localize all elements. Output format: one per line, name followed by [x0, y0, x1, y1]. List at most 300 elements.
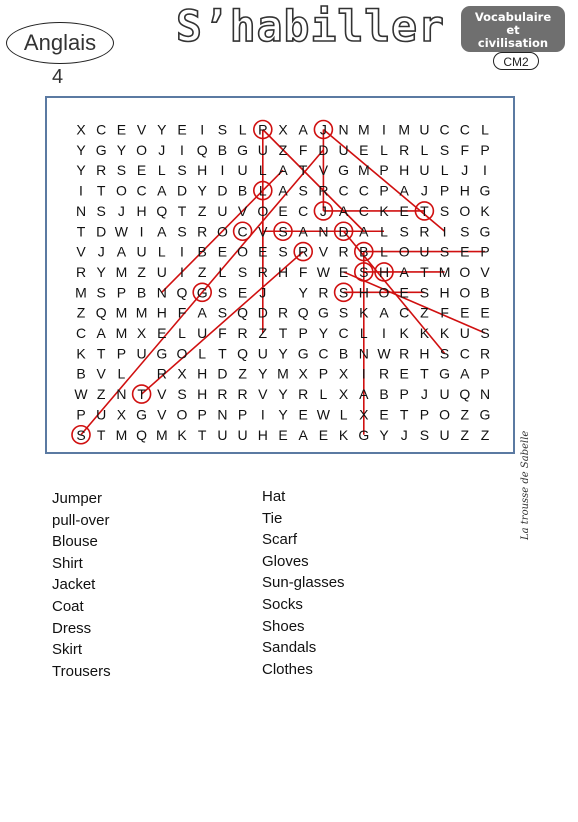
grid-letter: L: [380, 243, 388, 260]
grid-letter: C: [318, 345, 329, 362]
grid-letter: O: [439, 406, 451, 423]
word-item: Sun-glasses: [262, 574, 345, 592]
grid-letter: R: [217, 386, 228, 403]
grid-letter: M: [357, 121, 370, 138]
grid-letter: U: [96, 406, 107, 423]
grid-letter: M: [115, 263, 128, 280]
grid-letter: S: [278, 223, 288, 240]
grid-letter: J: [400, 426, 408, 443]
grid-letter: U: [419, 162, 430, 179]
grid-letter: Y: [76, 141, 86, 158]
grid-letter: R: [237, 325, 248, 341]
grid-letter: Z: [137, 263, 146, 280]
credit-text: La trousse de Sabelle: [520, 430, 531, 540]
grid-letter: A: [278, 182, 288, 199]
grid-letter: S: [419, 426, 430, 443]
grid-letter: U: [419, 243, 430, 260]
grid-letter: R: [479, 345, 491, 362]
grid-letter: X: [359, 406, 369, 423]
grid-letter: N: [318, 223, 329, 240]
grid-letter: T: [420, 365, 429, 382]
grid-letter: P: [480, 243, 490, 260]
grid-letter: V: [136, 121, 147, 138]
grid-letter: B: [379, 386, 389, 403]
grid-letter: R: [399, 141, 410, 158]
grid-letter: A: [338, 202, 349, 219]
word-item: Coat: [52, 597, 84, 615]
grid-letter: S: [480, 325, 490, 341]
grid-letter: R: [96, 162, 107, 179]
grid-letter: Y: [379, 426, 389, 443]
grid-letter: P: [480, 365, 490, 382]
word-list-right: [262, 486, 345, 680]
grid-letter: S: [338, 284, 349, 301]
category-line-1: Vocabulaire: [474, 10, 552, 24]
grid-letter: G: [479, 406, 491, 423]
grid-letter: U: [459, 325, 470, 341]
grid-letter: K: [338, 426, 349, 443]
word-item: Trousers: [52, 662, 111, 680]
grid-letter: B: [237, 182, 248, 199]
grid-letter: O: [459, 263, 471, 280]
grid-letter: Q: [297, 304, 309, 321]
grid-letter: P: [116, 284, 127, 301]
word-item: Jumper: [52, 490, 103, 507]
grid-letter: L: [258, 182, 267, 199]
grid-letter: T: [298, 162, 308, 179]
grid-letter: Z: [480, 426, 490, 443]
grid-letter: T: [218, 345, 227, 362]
grid-letter: H: [197, 386, 208, 403]
grid-letter: V: [237, 202, 248, 219]
grid-letter: P: [379, 182, 389, 199]
grid-letter: V: [258, 386, 268, 403]
grid-letter: V: [258, 223, 268, 240]
grid-letter: I: [442, 223, 447, 240]
grid-letter: M: [115, 304, 128, 321]
grid-letter: V: [318, 162, 329, 179]
grid-letter: P: [298, 325, 308, 341]
grid-letter: L: [481, 121, 489, 138]
grid-letter: S: [460, 223, 470, 240]
grid-letter: F: [440, 304, 449, 321]
grid-letter: R: [197, 223, 208, 240]
grid-letter: E: [237, 284, 248, 301]
grid-letter: L: [198, 345, 207, 362]
grid-letter: R: [156, 365, 167, 382]
grid-letter: Y: [116, 141, 127, 158]
grid-letter: S: [419, 284, 430, 301]
grid-letter: H: [459, 182, 470, 199]
grid-letter: L: [380, 223, 388, 240]
grid-letter: Y: [278, 406, 288, 423]
grid-letter: J: [319, 121, 327, 138]
grid-letter: P: [116, 345, 127, 362]
category-badge: [461, 6, 565, 52]
grid-letter: B: [359, 243, 369, 260]
grid-letter: U: [237, 162, 248, 179]
grid-letter: X: [76, 121, 86, 138]
grid-letter: D: [257, 304, 268, 321]
grid-letter: G: [156, 345, 168, 362]
grid-letter: E: [359, 141, 369, 158]
grid-letter: T: [96, 426, 106, 443]
grid-letter: M: [75, 284, 87, 301]
grid-letter: Q: [156, 202, 168, 219]
grid-letter: B: [480, 284, 490, 301]
grid-letter: U: [439, 386, 450, 403]
grid-letter: B: [76, 365, 86, 382]
grid-letter: Y: [278, 386, 288, 403]
grid-letter: X: [338, 365, 349, 382]
grid-letter: G: [95, 141, 107, 158]
grid-letter: Z: [197, 202, 207, 219]
grid-letter: U: [197, 325, 208, 341]
grid-letter: Q: [136, 426, 148, 443]
grid-letter: L: [218, 263, 227, 280]
grid-letter: T: [420, 202, 429, 219]
grid-letter: K: [76, 345, 86, 362]
grid-letter: H: [419, 345, 430, 362]
grid-letter: A: [379, 304, 389, 321]
grid-letter: J: [420, 182, 428, 199]
grid-letter: S: [399, 223, 409, 240]
grid-letter: Q: [176, 284, 188, 301]
grid-letter: X: [116, 406, 127, 423]
grid-letter: K: [399, 325, 409, 341]
grid-letter: T: [278, 325, 288, 341]
grid-letter: C: [439, 121, 450, 138]
grid-letter: J: [420, 386, 428, 403]
grid-letter: N: [116, 386, 127, 403]
grid-letter: S: [298, 182, 308, 199]
grid-letter: E: [460, 304, 470, 321]
word-item: pull-over: [52, 511, 110, 529]
grid-letter: K: [359, 304, 369, 321]
grid-letter: J: [461, 162, 469, 179]
grid-letter: B: [136, 284, 147, 301]
grid-letter: O: [398, 243, 410, 260]
grid-letter: S: [177, 162, 187, 179]
grid-letter: C: [459, 345, 470, 362]
word-item: Clothes: [262, 660, 313, 678]
grid-letter: B: [217, 141, 228, 158]
grid-letter: T: [197, 426, 207, 443]
word-search-grid: [45, 96, 515, 454]
grid-letter: U: [136, 345, 147, 362]
grid-letter: T: [96, 345, 106, 362]
grid-letter: M: [135, 304, 148, 321]
word-item: Scarf: [262, 531, 298, 549]
grid-letter: C: [399, 304, 410, 321]
grid-letter: M: [357, 162, 370, 179]
grid-letter: N: [75, 202, 87, 219]
grid-letter: E: [460, 243, 470, 260]
grid-letter: S: [217, 304, 228, 321]
word-item: Gloves: [262, 552, 309, 570]
grid-letter: A: [298, 223, 308, 240]
grid-letter: H: [257, 426, 268, 443]
grid-letter: K: [480, 202, 490, 219]
grid-letter: O: [176, 406, 188, 423]
grid-letter: M: [438, 263, 451, 280]
word-item: Jacket: [52, 576, 96, 594]
grid-letter: H: [156, 304, 167, 321]
grid-letter: M: [398, 121, 411, 138]
grid-letter: C: [338, 182, 349, 199]
grid-letter: R: [318, 284, 329, 301]
grid-letter: Y: [318, 325, 329, 341]
grid-letter: I: [382, 325, 386, 341]
grid-letter: U: [257, 141, 268, 158]
grid-letter: D: [96, 223, 107, 240]
grid-letter: N: [479, 386, 491, 403]
grid-letter: E: [318, 426, 329, 443]
grid-letter: Z: [460, 406, 470, 423]
grid-letter: M: [155, 426, 168, 443]
grid-letter: Q: [237, 345, 249, 362]
grid-letter: Z: [238, 365, 247, 382]
word-item: Tie: [262, 509, 283, 527]
category-line-2: et: [506, 23, 520, 37]
grid-letter: Z: [258, 325, 268, 341]
grid-letter: I: [180, 243, 184, 260]
grid-letter: C: [459, 121, 470, 138]
word-item: Blouse: [52, 533, 98, 551]
grid-letter: U: [439, 426, 450, 443]
grid-letter: O: [257, 202, 269, 219]
grid-letter: H: [277, 263, 289, 280]
grid-letter: D: [217, 365, 228, 382]
grid-letter: Q: [237, 304, 249, 321]
grid-letter: E: [258, 243, 268, 260]
grid-letter: Z: [460, 426, 470, 443]
grid-letter: M: [277, 365, 289, 382]
grid-letter: X: [298, 365, 308, 382]
grid-letter: Q: [196, 141, 208, 158]
grid-letter: D: [338, 223, 349, 240]
grid-letter: G: [338, 162, 350, 179]
grid-letter: B: [338, 345, 349, 362]
grid-letter: X: [177, 365, 187, 382]
grid-letter: A: [298, 121, 308, 138]
grid-letter: U: [136, 243, 147, 260]
grid-letter: L: [319, 386, 328, 403]
grid-letter: V: [96, 365, 106, 382]
grid-letter: U: [237, 426, 248, 443]
grid-letter: Y: [258, 365, 268, 382]
grid-letter: E: [399, 284, 409, 301]
grid-letter: D: [176, 182, 188, 199]
grid-letter: S: [96, 202, 106, 219]
grid-letter: G: [479, 182, 491, 199]
word-list-left: [52, 488, 111, 682]
grid-letter: N: [217, 406, 228, 423]
grid-letter: I: [200, 121, 205, 138]
grid-letter: T: [177, 202, 187, 219]
grid-letter: X: [338, 386, 349, 403]
grid-letter: P: [419, 406, 430, 423]
grid-letter: Q: [459, 386, 471, 403]
grid-letter: O: [459, 202, 471, 219]
word-item: Socks: [262, 595, 303, 613]
grid-letter: F: [177, 304, 187, 321]
grid-letter: N: [156, 284, 167, 301]
grid-letter: L: [440, 162, 449, 179]
grid-letter: I: [139, 223, 144, 240]
grid-letter: D: [217, 182, 228, 199]
grid-letter: O: [237, 243, 249, 260]
grid-letter: A: [116, 243, 127, 260]
grid-letter: Q: [95, 304, 107, 321]
grid-letter: A: [359, 386, 369, 403]
grid-letter: G: [479, 223, 491, 240]
grid-letter: K: [439, 325, 450, 341]
grid-letter: V: [157, 406, 167, 423]
grid-letter: P: [480, 141, 490, 158]
grid-letter: A: [460, 365, 470, 382]
grid-letter: I: [180, 263, 184, 280]
grid-letter: I: [483, 162, 487, 179]
grid-letter: H: [439, 284, 450, 301]
grid-letter: H: [197, 365, 208, 382]
grid-letter: F: [218, 325, 227, 341]
word-item: Dress: [52, 619, 92, 637]
grid-letter: S: [338, 304, 349, 321]
grid-letter: I: [260, 406, 265, 423]
grid-letter: Z: [197, 263, 207, 280]
grid-letter: O: [115, 182, 127, 199]
grid-letter: G: [358, 426, 370, 443]
grid-letter: L: [238, 121, 247, 138]
grid-letter: C: [338, 325, 349, 341]
grid-letter: A: [399, 263, 409, 280]
grid-letter: R: [419, 223, 430, 240]
grid-letter: Y: [197, 182, 207, 199]
grid-letter: R: [399, 345, 410, 362]
grid-letter: L: [339, 406, 348, 423]
grid-letter: S: [116, 162, 127, 179]
grid-letter: T: [76, 223, 86, 240]
grid-letter: J: [117, 202, 125, 219]
grid-letter: F: [298, 141, 308, 158]
grid-letter: B: [197, 243, 207, 260]
grid-letter: P: [318, 365, 329, 382]
grid-letter: E: [399, 365, 409, 382]
grid-letter: G: [196, 284, 208, 301]
grid-letter: C: [358, 182, 369, 199]
grid-letter: S: [439, 141, 450, 158]
grid-letter: G: [297, 345, 309, 362]
grid-letter: T: [96, 182, 106, 199]
grid-letter: G: [237, 141, 249, 158]
lesson-number: 4: [52, 66, 64, 88]
grid-letter: A: [157, 182, 167, 199]
grid-letter: O: [136, 141, 148, 158]
grid-letter: E: [217, 243, 228, 260]
grid-letter: C: [96, 121, 107, 138]
grid-letter: J: [319, 202, 327, 219]
grid-letter: U: [217, 202, 228, 219]
grid-letter: X: [278, 121, 288, 138]
grid-letter: V: [157, 386, 167, 403]
grid-letter: R: [298, 243, 309, 260]
grid-letter: C: [136, 182, 147, 199]
grid-letter: E: [298, 406, 308, 423]
grid-letter: M: [115, 325, 128, 341]
grid-letter: E: [136, 162, 147, 179]
grid-letter: T: [420, 263, 429, 280]
grid-letter: A: [359, 223, 369, 240]
grid-letter: Y: [157, 121, 167, 138]
subject-label: Anglais: [23, 30, 97, 55]
grid-letter: Z: [278, 141, 288, 158]
category-line-3: civilisation: [477, 36, 549, 50]
grid-letter: R: [277, 304, 289, 321]
word-item: Shirt: [52, 554, 83, 572]
grid-letter: L: [380, 141, 388, 158]
word-item: Sandals: [262, 639, 317, 657]
grid-letter: K: [379, 202, 389, 219]
grid-letter: I: [220, 162, 225, 179]
grid-letter: P: [399, 386, 409, 403]
grid-letter: K: [177, 426, 187, 443]
grid-letter: R: [378, 365, 390, 382]
grid-letter: V: [318, 243, 329, 260]
level-badge: CM2: [493, 52, 539, 70]
grid-letter: O: [378, 284, 390, 301]
grid-letter: W: [316, 406, 331, 423]
grid-letter: V: [76, 243, 86, 260]
grid-letter: D: [318, 141, 329, 158]
grid-letter: L: [157, 162, 166, 179]
grid-letter: U: [338, 141, 349, 158]
grid-letter: T: [399, 406, 409, 423]
grid-letter: S: [217, 121, 228, 138]
grid-letter: P: [237, 406, 248, 423]
grid-letter: F: [298, 263, 308, 280]
grid-letter: L: [117, 365, 126, 382]
grid-letter: C: [75, 325, 87, 341]
word-item: Skirt: [52, 641, 82, 659]
grid-letter: Y: [278, 345, 288, 362]
grid-letter: S: [217, 284, 228, 301]
grid-letter: E: [338, 263, 349, 280]
grid-letter: E: [278, 426, 288, 443]
grid-letter: G: [439, 365, 451, 382]
grid-letter: G: [136, 406, 148, 423]
grid-letter: L: [178, 325, 186, 341]
grid-letter: L: [420, 141, 429, 158]
grid-letter: R: [338, 243, 349, 260]
grid-letter: O: [176, 345, 188, 362]
grid-letter: Z: [96, 386, 106, 403]
grid-letter: S: [439, 345, 450, 362]
grid-letter: J: [259, 284, 267, 301]
grid-letter: I: [79, 182, 83, 199]
grid-letter: K: [419, 325, 430, 341]
grid-letter: E: [116, 121, 127, 138]
grid-letter: S: [439, 202, 450, 219]
subject-badge: [6, 22, 114, 64]
grid-letter: S: [177, 223, 187, 240]
grid-letter: R: [318, 182, 329, 199]
grid-letter: L: [359, 325, 368, 341]
grid-letter: P: [258, 121, 268, 138]
grid-letter: J: [97, 243, 105, 260]
grid-letter: P: [76, 406, 86, 423]
grid-letter: W: [316, 263, 331, 280]
